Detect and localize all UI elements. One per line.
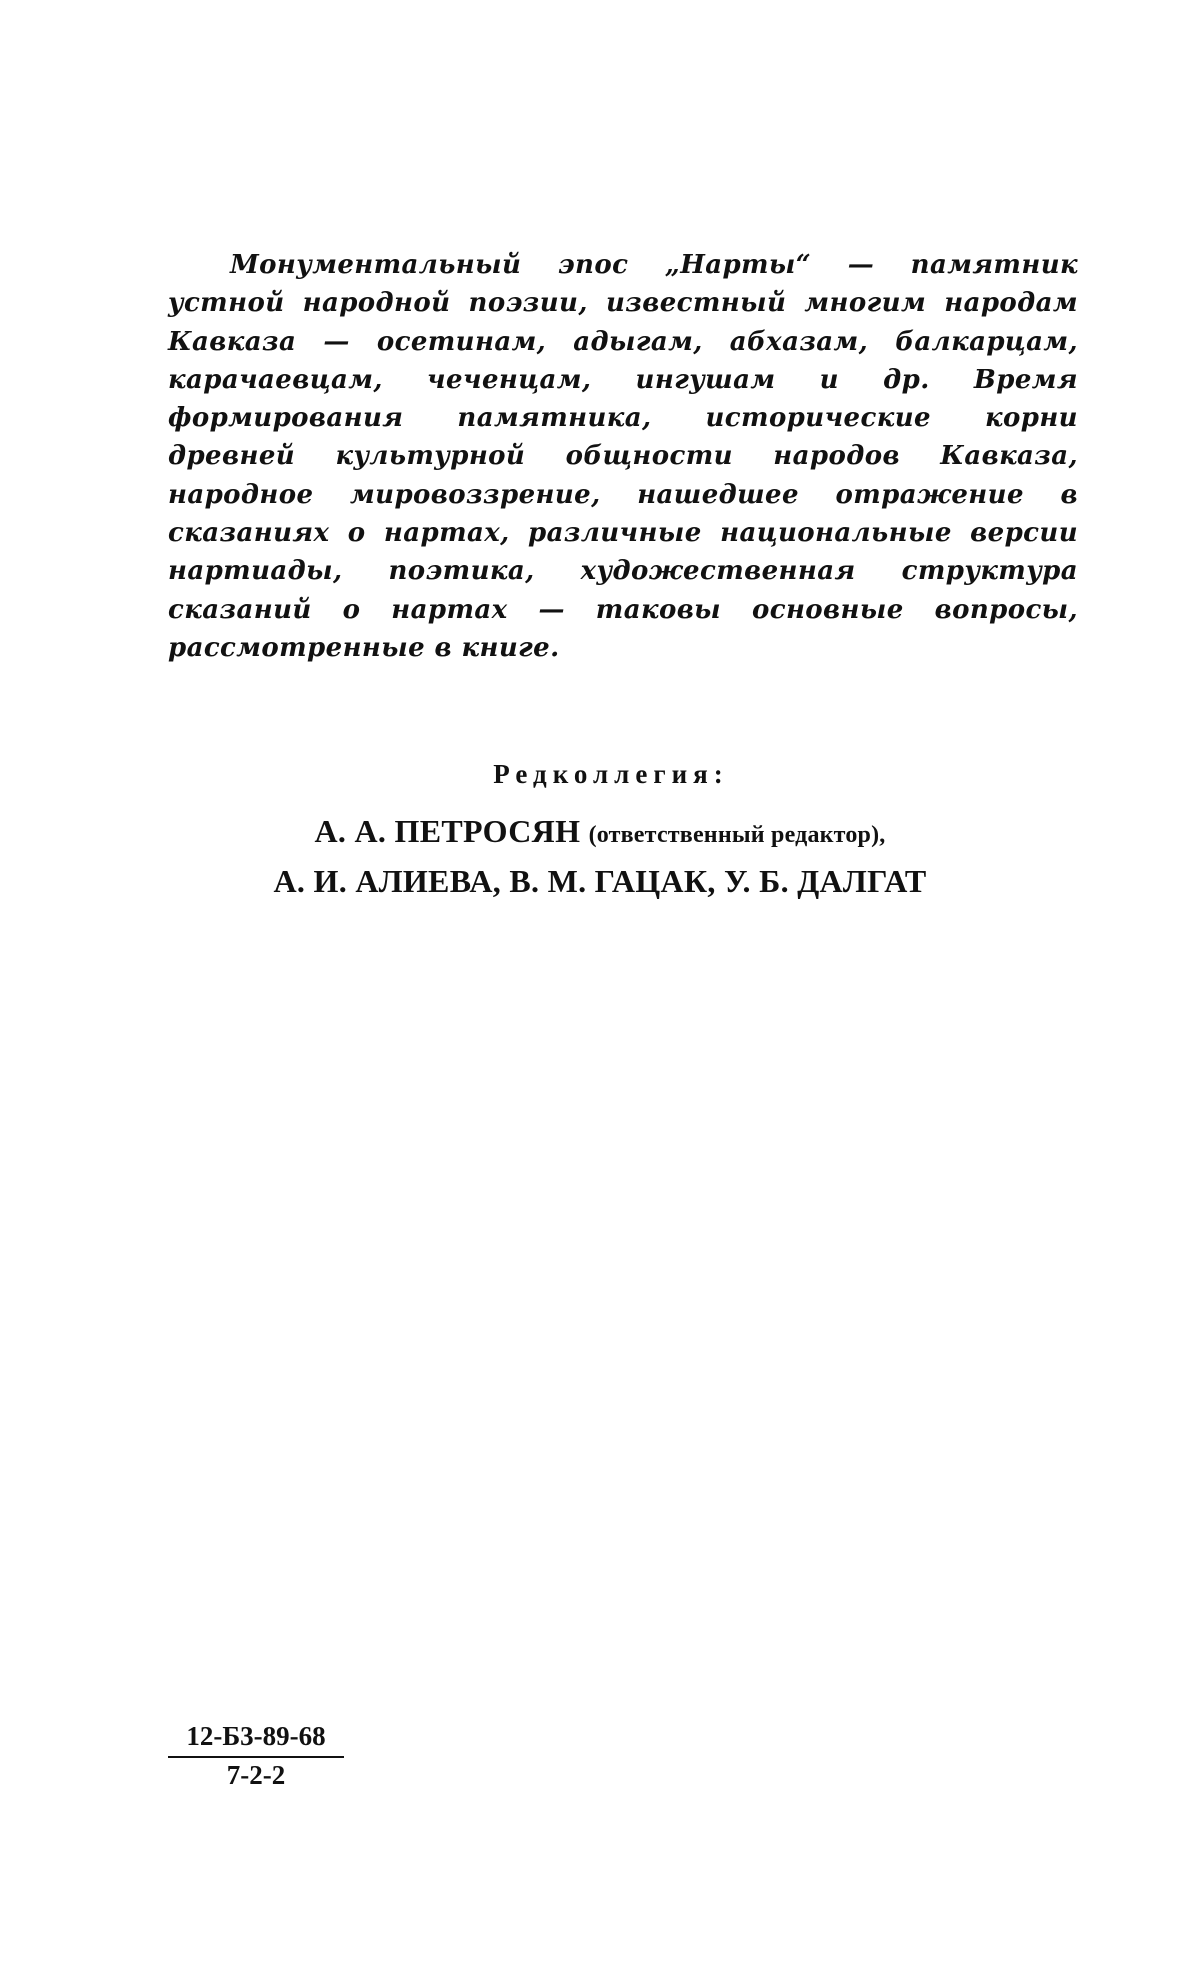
editorial-board-heading: Редколлегия: [493,759,729,789]
catalog-code [168,1720,344,1792]
catalog-code-denominator: 7-2-2 [226,1760,286,1790]
chief-editor-name: А. А. ПЕТРОСЯН [314,813,581,849]
catalog-code-numerator: 12-Б3-89-68 [168,1720,344,1758]
editorial-board-members: А. И. АЛИЕВА, В. М. ГАЦАК, У. Б. ДАЛГАТ [273,863,927,899]
editorial-board [0,756,1200,904]
chief-editor-line [0,808,1200,858]
book-annotation: Монументальный эпос „Нарты“ — памятник устной народной поэзии, известный многим народам Кавказа — осетинам, адыгам, абхазам, балкарцам, карачаевцам, чеченцам, ингушам и др. Время формирования памятника, исторические корни древней культурной общности народов Кавказа, народное мировоззрение, нашедшее отражение в сказаниях о нартах, различные национальные версии нартиады, поэтика, художественная структура сказаний о нартах — таковы основные вопросы, рассмотренные в книге. [168,250,1078,663]
chief-editor-role: (ответственный редактор), [588,822,886,848]
